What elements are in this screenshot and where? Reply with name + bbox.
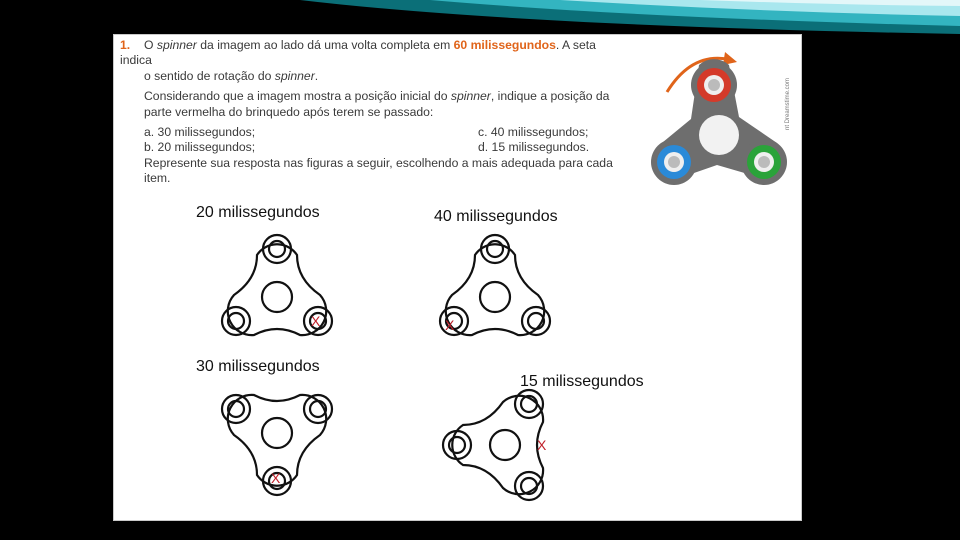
question-number: 1.: [120, 38, 131, 52]
option-b: b. 20 milissegundos;: [144, 140, 256, 155]
spinner-outline-figure: [202, 223, 352, 353]
highlight-time: 60 milissegundos: [453, 38, 556, 52]
text: spinner: [450, 89, 491, 104]
answer-options: [120, 125, 630, 156]
text: , indique a posição da parte vermelha do brinquedo após terem se passado:: [144, 89, 610, 119]
figure-label-20ms: 20 milissegundos: [196, 204, 320, 221]
answer-mark: X: [445, 317, 455, 333]
figure-label-15ms: 15 milissegundos: [520, 373, 644, 390]
text: .: [314, 68, 319, 83]
answer-mark: X: [271, 470, 281, 486]
option-c: c. 40 milissegundos;: [478, 125, 589, 140]
option-a: a. 30 milissegundos;: [144, 125, 256, 140]
photo-credit: nt Dreamstime.com: [785, 77, 791, 130]
figure-label-40ms: 40 milissegundos: [434, 208, 558, 225]
spinner-outline-figure-inverted: [202, 377, 352, 507]
spinner-outline-figure-rotated: [426, 375, 576, 505]
spinner-photo: [639, 47, 799, 197]
text: O: [144, 38, 157, 52]
text: spinner: [156, 38, 197, 52]
question-text: [120, 38, 630, 187]
answer-mark: X: [537, 437, 547, 453]
text: o sentido de rotação do: [144, 68, 275, 83]
option-d: d. 15 milissegundos.: [478, 140, 590, 155]
spinner-outline-figure: [420, 223, 570, 353]
instruction: Represente sua resposta nas figuras a seguir, escolhendo a mais adequada para cada item.: [144, 155, 613, 186]
figure-label-30ms: 30 milissegundos: [196, 358, 320, 375]
text: Considerando que a imagem mostra a posição inicial do: [144, 89, 451, 104]
text: spinner: [274, 68, 315, 83]
text: da imagem ao lado dá uma volta completa em: [196, 38, 454, 52]
worksheet-page: [113, 34, 802, 521]
text: . A seta indica: [120, 38, 596, 68]
answer-mark: X: [311, 313, 321, 329]
